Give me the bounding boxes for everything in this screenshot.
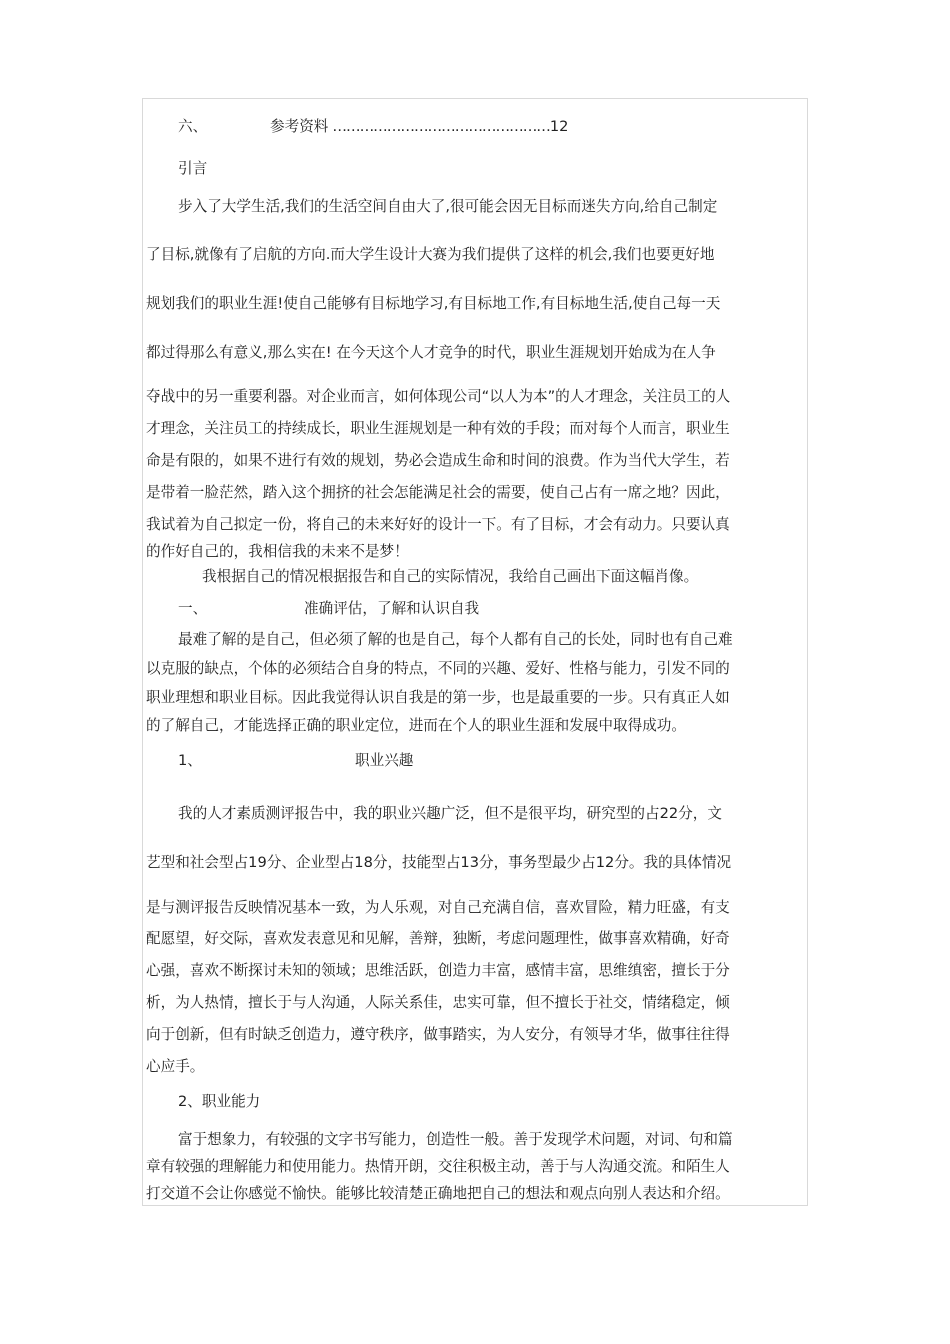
subsection-line: 向于创新，但有时缺乏创造力，遵守秩序，做事踏实，为人安分，有领导才华，做事往往得 xyxy=(146,1026,730,1043)
intro-line: 我试着为自己拟定一份，将自己的未来好好的设计一下。有了目标，才会有动力。只要认真 xyxy=(146,516,730,533)
subsection-line: 艺型和社会型占19分、企业型占18分，技能型占13分，事务型最少占12分。我的具体情况 xyxy=(146,854,732,871)
toc-entry xyxy=(178,117,568,137)
intro-line: 是带着一脸茫然，踏入这个拥挤的社会怎能满足社会的需要，使自己占有一席之地？因此， xyxy=(146,484,730,501)
intro-line: 了目标,就像有了启航的方向.而大学生设计大赛为我们提供了这样的机会,我们也要更好地 xyxy=(146,246,715,263)
toc-number: 六、 xyxy=(178,118,208,135)
section-line: 的了解自己，才能选择正确的职业定位，进而在个人的职业生涯和发展中取得成功。 xyxy=(146,717,686,734)
section-line: 最难了解的是自己，但必须了解的也是自己，每个人都有自己的长处，同时也有自己难 xyxy=(178,631,733,648)
subsection-line: 富于想象力，有较强的文字书写能力，创造性一般。善于发现学术问题，对词、句和篇 xyxy=(178,1131,733,1148)
subsection-title: 职业兴趣 xyxy=(355,752,414,769)
intro-heading: 引言 xyxy=(178,160,208,177)
section-title: 准确评估，了解和认识自我 xyxy=(304,600,480,617)
intro-line: 才理念，关注员工的持续成长，职业生涯规划是一种有效的手段；而对每个人而言，职业生 xyxy=(146,420,730,437)
subsection-line: 章有较强的理解能力和使用能力。热情开朗，交往积极主动，善于与人沟通交流。和陌生人 xyxy=(146,1158,730,1175)
portrait-line: 我根据自己的情况根据报告和自己的实际情况，我给自己画出下面这幅肖像。 xyxy=(202,568,699,585)
intro-line: 步入了大学生活,我们的生活空间自由大了,很可能会因无目标而迷失方向,给自己制定 xyxy=(178,198,718,215)
intro-line: 的作好自己的，我相信我的未来不是梦！ xyxy=(146,543,409,560)
subsection-heading: 2、职业能力 xyxy=(178,1093,261,1110)
toc-leader: ………………………………………… xyxy=(332,118,550,135)
subsection-line: 我的人才素质测评报告中，我的职业兴趣广泛，但不是很平均，研究型的占22分，文 xyxy=(178,805,722,822)
intro-line: 都过得那么有意义,那么实在! 在今天这个人才竞争的时代，职业生涯规划开始成为在人争 xyxy=(146,344,716,361)
section-heading xyxy=(178,599,479,619)
subsection-line: 析，为人热情，擅长于与人沟通，人际关系佳，忠实可靠，但不擅长于社交，情绪稳定，倾 xyxy=(146,994,730,1011)
section-line: 职业理想和职业目标。因此我觉得认识自我是的第一步，也是最重要的一步。只有真正人如 xyxy=(146,689,730,706)
toc-page-number: 12 xyxy=(549,118,569,135)
subsection-line: 配愿望，好交际，喜欢发表意见和见解，善辩，独断，考虑问题理性，做事喜欢精确，好奇 xyxy=(146,930,730,947)
intro-line: 夺战中的另一重要利器。对企业而言，如何体现公司“以人为本”的人才理念，关注员工的人 xyxy=(146,388,731,405)
subsection-heading xyxy=(178,751,413,771)
subsection-line: 打交道不会让你感觉不愉快。能够比较清楚正确地把自己的想法和观点向别人表达和介绍。 xyxy=(146,1185,730,1202)
intro-line: 规划我们的职业生涯!使自己能够有目标地学习,有目标地工作,有目标地生活,使自己每一天 xyxy=(146,295,721,312)
subsection-line: 是与测评报告反映情况基本一致，为人乐观，对自己充满自信，喜欢冒险，精力旺盛，有支 xyxy=(146,899,730,916)
section-line: 以克服的缺点，个体的必须结合自身的特点，不同的兴趣、爱好、性格与能力，引发不同的 xyxy=(146,660,730,677)
subsection-number: 1、 xyxy=(178,752,202,769)
toc-title: 参考资料 xyxy=(270,118,329,135)
section-number: 一、 xyxy=(178,600,208,617)
intro-line: 命是有限的，如果不进行有效的规划，势必会造成生命和时间的浪费。作为当代大学生，若 xyxy=(146,452,730,469)
subsection-line: 心强，喜欢不断探讨未知的领域；思维活跃，创造力丰富，感情丰富，思维缜密，擅长于分 xyxy=(146,962,730,979)
subsection-line: 心应手。 xyxy=(146,1058,205,1075)
